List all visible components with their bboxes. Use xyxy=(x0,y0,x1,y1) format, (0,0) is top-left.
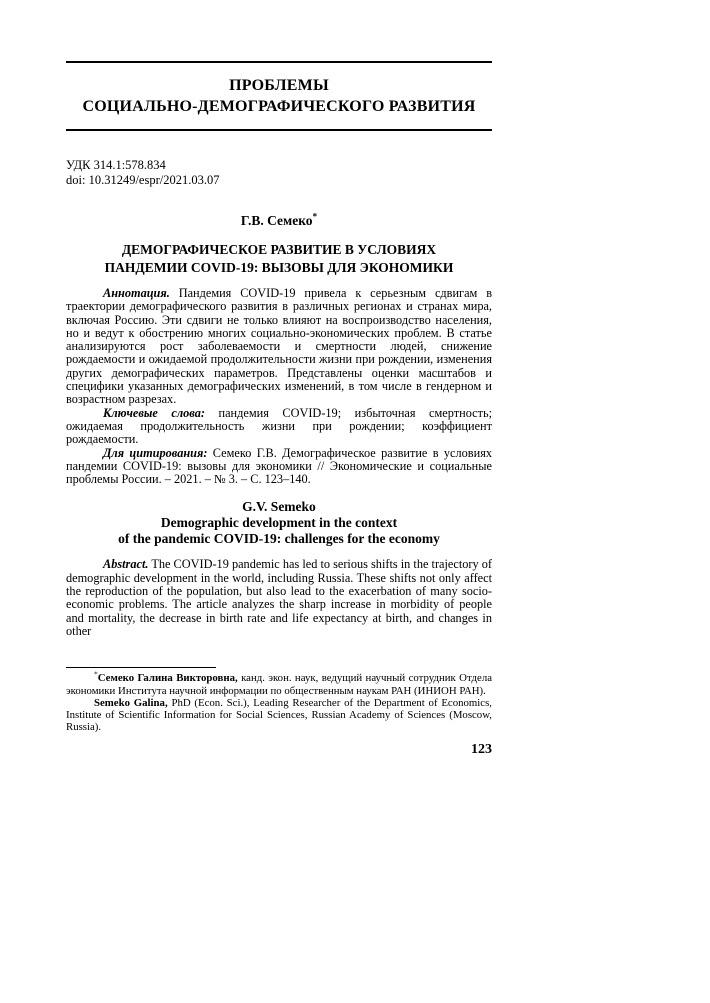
article-meta xyxy=(66,158,492,188)
udc-number: УДК 314.1:578.834 xyxy=(66,158,166,172)
running-head-rule-bottom xyxy=(66,129,492,131)
citation-label: Для цитирования: xyxy=(103,445,208,460)
citation-paragraph xyxy=(66,447,492,487)
article-title-en-line-2: of the pandemic COVID-19: challenges for the economy xyxy=(118,531,440,547)
article-title-ru xyxy=(66,241,492,277)
abstract-en-label: Abstract. xyxy=(103,557,149,572)
author-ru-name: Г.В. Семеко xyxy=(240,213,313,228)
article-title-en-line-1: Demographic development in the context xyxy=(160,515,398,531)
author-footnote-mark: * xyxy=(312,211,318,222)
citation-text: Семеко Г.В. Демографическое развитие в условиях пандемии COVID-19: вызовы для экономики // Экономические и социальные проблемы России. – 2021. – № 3. – С. 123–140. xyxy=(66,445,492,487)
footnote-en-text: PhD (Econ. Sci.), Leading Researcher of the Department of Economics, Institute of Scientific Information for Social Sciences, Russian Academy of Sciences (Moscow, Russia). xyxy=(66,696,492,734)
footnote-ru-paragraph xyxy=(66,669,492,697)
page-number: 123 xyxy=(471,741,492,757)
author-en: G.V. Semeko xyxy=(242,499,316,515)
footnote-separator-rule xyxy=(66,667,216,668)
text-column xyxy=(66,0,492,758)
footnote-en-paragraph xyxy=(66,697,492,734)
author-ru xyxy=(66,212,492,229)
doi-number: doi: 10.31249/espr/2021.03.07 xyxy=(66,173,220,187)
article-title-ru-line-2: ПАНДЕМИИ COVID-19: ВЫЗОВЫ ДЛЯ ЭКОНОМИКИ xyxy=(104,260,454,275)
running-head-rule-top xyxy=(66,61,492,63)
abstract-en-paragraph xyxy=(66,558,492,638)
footnote-ru-text: канд. экон. наук, ведущий научный сотрудник Отдела экономики Института научной информации по общественным наукам РАН (ИНИОН РАН). xyxy=(66,672,492,697)
running-head xyxy=(66,75,492,117)
abstract-ru-label: Аннотация. xyxy=(103,286,170,300)
keywords-ru-label: Ключевые слова: xyxy=(103,405,205,420)
article-title-ru-line-1: ДЕМОГРАФИЧЕСКОЕ РАЗВИТИЕ В УСЛОВИЯХ xyxy=(121,242,437,257)
footnote-mark: * xyxy=(94,669,98,679)
running-head-line-2: СОЦИАЛЬНО-ДЕМОГРАФИЧЕСКОГО РАЗВИТИЯ xyxy=(82,98,476,115)
footnote-ru-name: Семеко Галина Викторовна, xyxy=(97,672,238,685)
keywords-ru-text: пандемия COVID-19; избыточная смертность; ожидаемая продолжительность жизни при рождении; коэффициент рождаемости. xyxy=(66,405,492,447)
abstract-ru-text: Пандемия COVID-19 привела к серьезным сдвигам в траектории демографического развития в различных регионах и странах мира, включая Россию. Эти сдвиги не только влияют на воспроизводство населения, но и ведут к обострению многих социально-экономических проблем. В статье анализируются рост заболеваемости и смертности людей, снижение рождаемости и ожидаемой продолжительности жизни при рождении, изменения других демографических параметров. Представлены оценки масштабов и специфики указанных демографических изменений, в том числе в гендерном и возрастном разрезах. xyxy=(66,286,493,407)
abstract-en-text: The COVID-19 pandemic has led to serious shifts in the trajectory of demographic development in the world, including Russia. These shifts not only affect the reproduction of the population, but also lead to the exacerbation of many socio-economic problems. The article analyzes the sharp increase in morbidity of people and mortality, the decrease in birth rate and life expectancy at birth, and changes in other xyxy=(66,557,492,638)
article-title-en xyxy=(66,515,492,547)
keywords-ru-paragraph xyxy=(66,407,492,447)
footnote-en-name: Semeko Galina, xyxy=(94,696,168,709)
running-head-line-1: ПРОБЛЕМЫ xyxy=(229,77,329,94)
footnote xyxy=(66,669,492,734)
abstract-ru-paragraph xyxy=(66,287,492,407)
